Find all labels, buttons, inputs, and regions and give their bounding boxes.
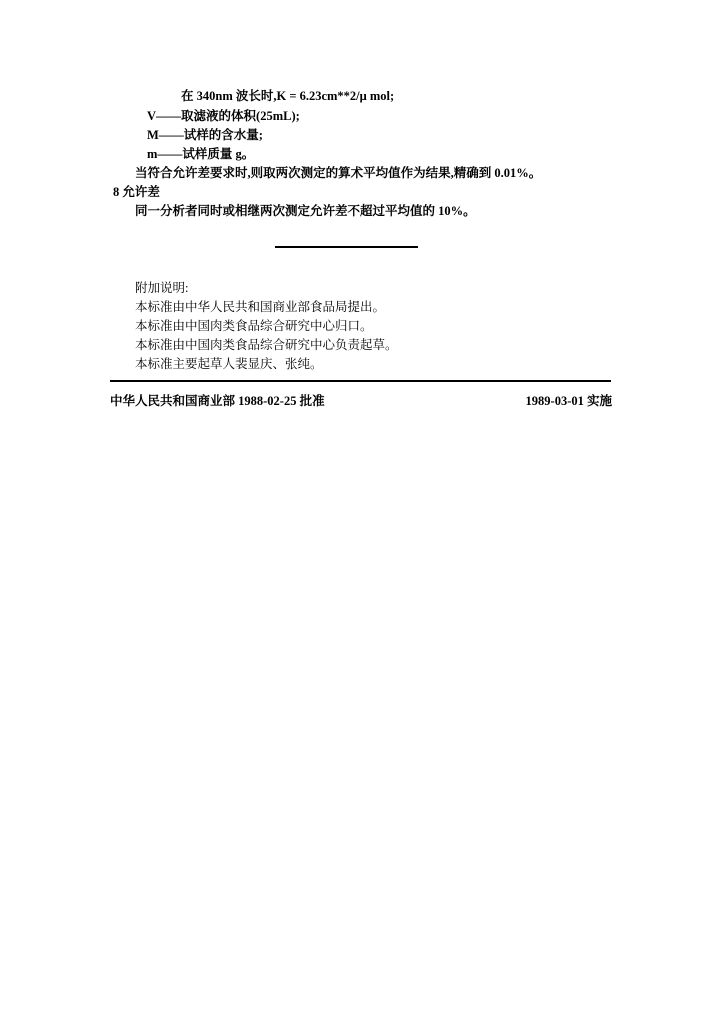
approval-text: 中华人民共和国商业部 1988-02-25 批准: [110, 394, 325, 408]
notes-heading: 附加说明:: [135, 281, 189, 295]
result-rule-line: 当符合允许差要求时,则取两次测定的算术平均值作为结果,精确到 0.01%。: [135, 166, 542, 180]
notes-item-2: 本标准由中国肉类食品综合研究中心归口。: [135, 319, 373, 333]
implementation-text: 1989-03-01 实施: [525, 394, 612, 408]
v-definition-line: V——取滤液的体积(25mL);: [147, 109, 300, 123]
k-value-line: 在 340nm 波长时,K = 6.23cm**2/μ mol;: [181, 89, 395, 103]
notes-item-3: 本标准由中国肉类食品综合研究中心负责起草。: [135, 338, 398, 352]
section-8-body: 同一分析者同时或相继两次测定允许差不超过平均值的 10%。: [135, 204, 476, 218]
footer-divider: [110, 380, 611, 382]
notes-item-4: 本标准主要起草人裴显庆、张纯。: [135, 357, 323, 371]
m-upper-definition-line: M——试样的含水量;: [147, 128, 263, 142]
m-lower-definition-line: m——试样质量 g。: [147, 147, 255, 161]
section-end-divider: [275, 246, 418, 248]
notes-item-1: 本标准由中华人民共和国商业部食品局提出。: [135, 300, 386, 314]
section-8-heading: 8 允许差: [113, 185, 160, 199]
